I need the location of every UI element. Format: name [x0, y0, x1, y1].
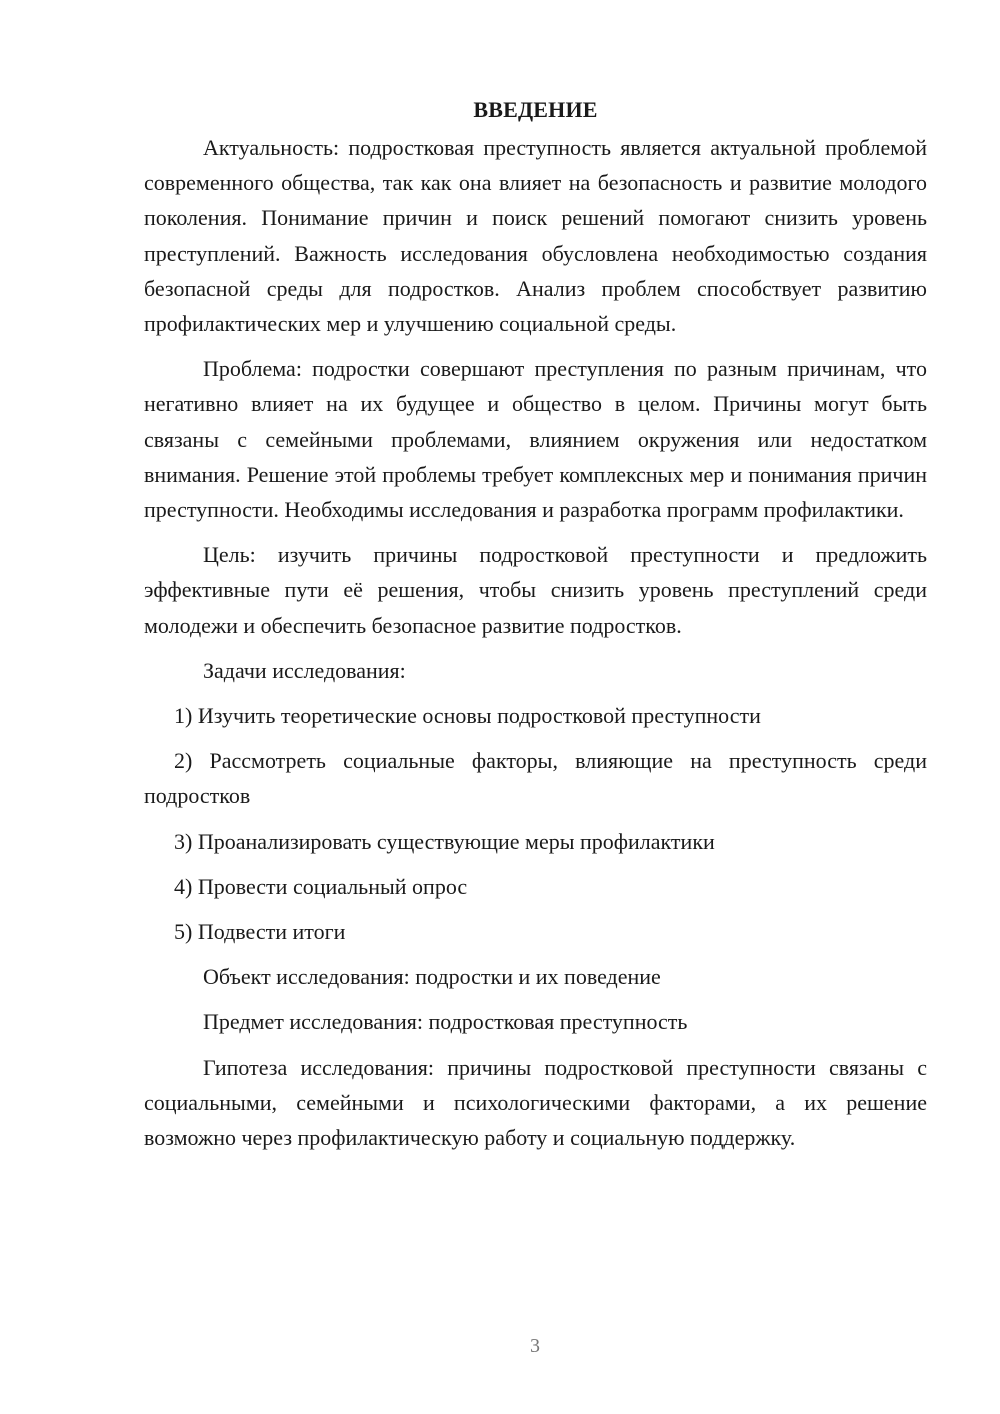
goal-paragraph: Цель: изучить причины подростковой преступности и предложить эффективные пути её решения, чтобы снизить уровень преступлений среди молодежи и обеспечить безопасное развитие подростков. — [144, 542, 927, 638]
task-item: 5) Подвести итоги — [174, 919, 346, 945]
subject-paragraph: Предмет исследования: подростковая преступность — [203, 1009, 688, 1035]
hypothesis-paragraph: Гипотеза исследования: причины подростковой преступности связаны с социальными, семейными и психологическими факторами, а их решение возможно через профилактическую работу и социальную поддержку. — [144, 1054, 927, 1151]
task-item: 4) Провести социальный опрос — [174, 873, 468, 899]
page-number: 3 — [530, 1335, 540, 1357]
task-item: 3) Проанализировать существующие меры профилактики — [174, 828, 715, 854]
tasks-heading: Задачи исследования: — [203, 657, 406, 683]
task-item: 2) Рассмотреть социальные факторы, влияющие на преступность среди подростков — [144, 748, 927, 809]
relevance-paragraph: Актуальность: подростковая преступность является актуальной проблемой современного общества, так как она влияет на безопасность и развитие молодого поколения. Понимание причин и поиск решений помогают снизить уровень преступлений. Важность исследования обусловлена необходимостью создания безопасной среды для подростков. Анализ проблем способствует развитию профилактических мер и улучшению социальной среды. — [144, 135, 927, 337]
document-body — [144, 96, 927, 1165]
problem-paragraph: Проблема: подростки совершают преступления по разным причинам, что негативно влияет на их будущее и общество в целом. Причины могут быть связаны с семейными проблемами, влиянием окружения или недостатком внимания. Решение этой проблемы требует комплексных мер и понимания причин преступности. Необходимы исследования и разработка программ профилактики. — [144, 356, 927, 523]
page-title: ВВЕДЕНИЕ — [473, 97, 598, 122]
task-item: 1) Изучить теоретические основы подростковой преступности — [174, 703, 761, 729]
object-paragraph: Объект исследования: подростки и их поведение — [203, 964, 661, 990]
